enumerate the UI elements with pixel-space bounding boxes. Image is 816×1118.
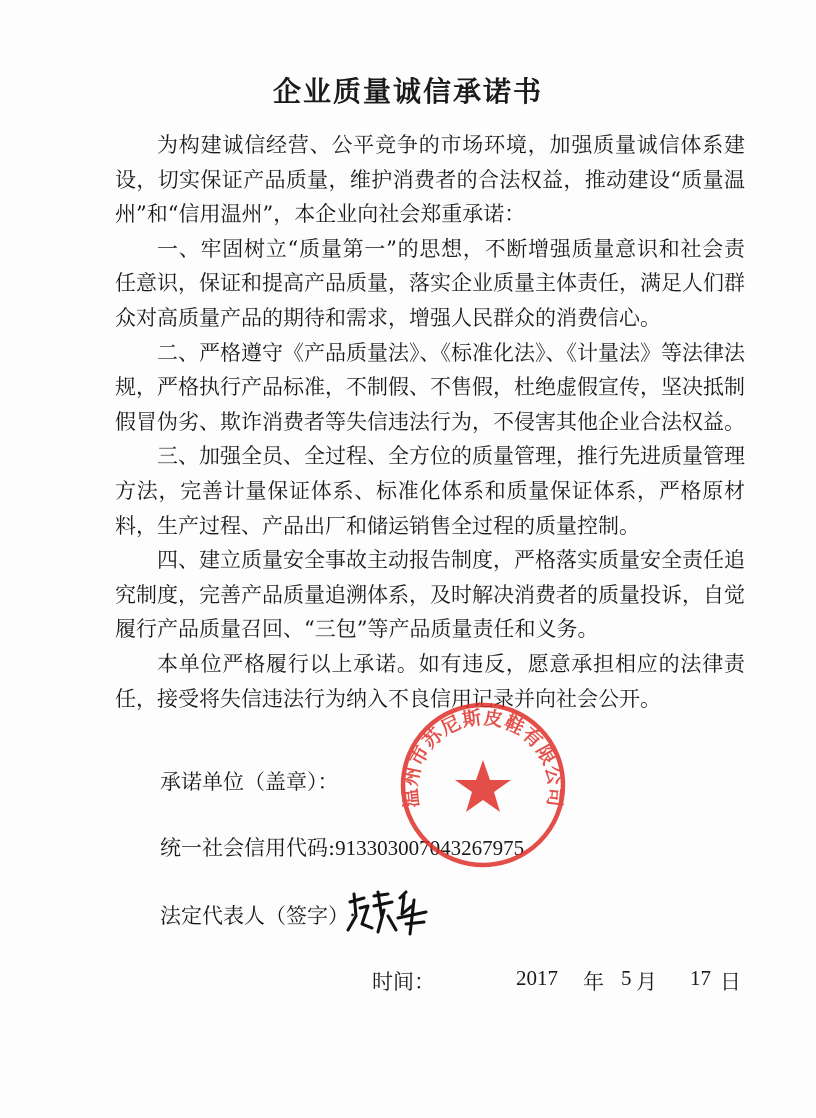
date-year-unit: 年: [583, 970, 604, 994]
credit-code-value: 913303007043267975: [335, 836, 525, 860]
date-month-unit: 月: [636, 970, 657, 994]
date-field: [0, 966, 816, 996]
representative-field: [160, 900, 356, 930]
paragraph-pledge-4: 四、建立质量安全事故主动报告制度，严格落实质量安全责任追究制度，完善产品质量追溯体系，及时解决消费者的质量投诉，自觉履行产品质量召回、“三包”等产品质量责任和义务。: [115, 548, 745, 642]
date-day: 17: [690, 966, 711, 990]
company-seal: [398, 700, 568, 870]
credit-code-label: 统一社会信用代码:: [160, 836, 336, 860]
date-month: 5: [621, 966, 632, 990]
date-label: 时间：: [372, 970, 435, 994]
svg-text:温州市苏尼斯皮鞋有限公司: 温州市苏尼斯皮鞋有限公司: [399, 706, 567, 809]
paragraph-intro: 为构建诚信经营、公平竞争的市场环境，加强质量诚信体系建设，切实保证产品质量，维护消费者的合法权益，推动建设“质量温州”和“信用温州”，本企业向社会郑重承诺：: [115, 133, 745, 227]
document-title: 企业质量诚信承诺书: [272, 75, 543, 108]
paragraph-pledge-3: 三、加强全员、全过程、全方位的质量管理，推行先进质量管理方法，完善计量保证体系、标准化体系和质量保证体系，严格原材料，生产过程、产品出厂和储运销售全过程的质量控制。: [115, 444, 745, 538]
paragraph-closing: 本单位严格履行以上承诺。如有违反，愿意承担相应的法律责任，接受将失信违法行为纳入不良信用记录并向社会公开。: [115, 651, 745, 711]
paragraph-pledge-1: 一、牢固树立“质量第一”的思想，不断增强质量意识和社会责任意识，保证和提高产品质量，落实企业质量主体责任，满足人们群众对高质量产品的期待和需求，增强人民群众的消费信心。: [115, 236, 745, 330]
representative-label: 法定代表人（签字）:: [160, 904, 357, 928]
date-day-unit: 日: [720, 970, 741, 994]
document-body: [115, 128, 745, 716]
unit-label: 承诺单位（盖章）：: [160, 770, 339, 794]
representative-signature: [344, 888, 432, 938]
date-year: 2017: [516, 966, 558, 990]
paragraph-pledge-2: 二、严格遵守《产品质量法》、《标准化法》、《计量法》等法律法规，严格执行产品标准，不制假、不售假，杜绝虚假宣传，坚决抵制假冒伪劣、欺诈消费者等失信违法行为，不侵害其他企业合法权益。: [115, 340, 745, 434]
unit-field: [160, 766, 339, 796]
